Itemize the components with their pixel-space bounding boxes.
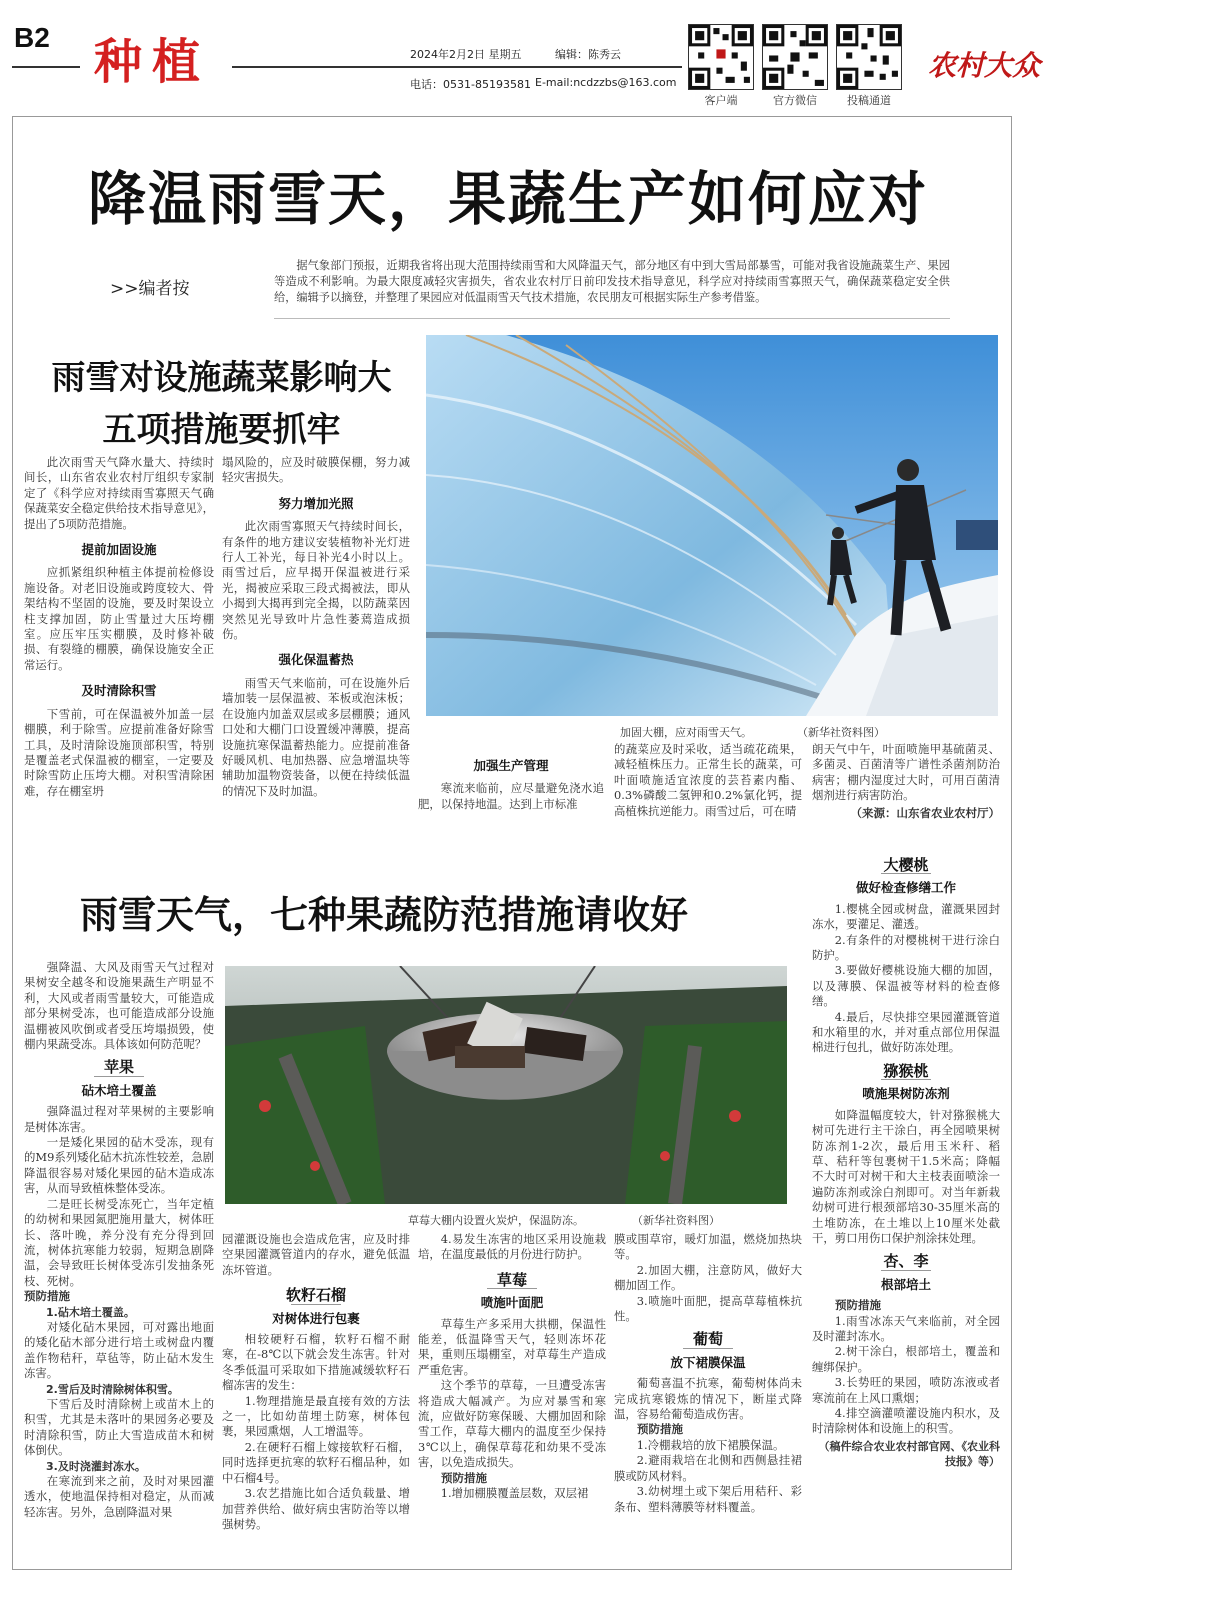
masthead-rule-left (12, 66, 80, 68)
subhead-kiwi: 喷施果树防冻剂 (862, 1086, 950, 1102)
grape-prevent-heading: 预防措施 (637, 1422, 683, 1437)
phone-line: 电话：0531-85193581 (410, 78, 531, 91)
article1-column-4: 的蔬菜应及时采收，适当疏花疏果，减轻植株压力。正常生长的蔬菜，可叶面喷施适宜浓度的芸苔素内酯、0.3%磷酸二氢钾和0.2%氯化钙，提高植株抗逆能力。雨雪过后，可在晴 (614, 742, 802, 818)
article1-photo-caption: 加固大棚，应对雨雪天气。 (620, 726, 752, 739)
qr-caption-wechat: 官方微信 (773, 94, 817, 107)
subhead-reinforce: 提前加固设施 (81, 542, 157, 558)
article2-photo-credit: （新华社资料图） (632, 1214, 720, 1227)
article2-column-1: 强降温、大风及雨雪天气过程对果树安全越冬和设施果蔬生产明显不利，大风或者雨雪量较大，可能造成部分果树受冻，也可能造成部分设施温棚被风吹倒或者受压垮塌损毁，使棚内果蔬受冻。具体该如何防范呢？ 苹果 砧木培土覆盖 强降温过程对苹果树的主要影响是树体冻害。 一是矮化果园的砧木受冻，现有的M9系列矮化砧木抗冻性较差，急剧降温很容易对矮化果园的砧木造成冻害，从而导致植株整体受冻。 二是旺长树受冻死亡，当年定植的幼树和果园氮肥施用量大，树体旺长、落叶晚，养分没有充分得到回流，树体抗寒能力较弱，短期急剧降温，会导致旺长树体受冻引发抽条死枝、死树。 预防措施 1.砧木培土覆盖。 对矮化砧木果园，可对露出地面的矮化砧木部分进行培土或树盘内覆盖作物秸秆，草毡等，防止砧木发生冻害。 2.雪后及时清除树体积雪。 下雪后及时清除树上或苗木上的积雪，尤其是未落叶的果园务必要及时清除积雪，防止大雪造成苗木和树体倒伏。 3.及时浇灌封冻水。 在寒流到来之前，及时对果园灌透水，使地温保持相对稳定，从而减轻冻害。另外，急剧降温对果 (24, 960, 214, 1519)
category-strawberry: 草莓 (496, 1270, 527, 1289)
subhead-insulation: 强化保温蓄热 (278, 652, 354, 668)
editor-note-rule (274, 318, 950, 319)
subhead-cherry: 做好检查修缮工作 (855, 880, 956, 896)
article1-column-5: 朗天气中午，叶面喷施甲基硫菌灵、多菌灵、百菌清等广谱性杀菌剂防治病害；棚内湿度过大时，可用百菌清烟剂进行病害防治。 （来源：山东省农业农村厅） (812, 742, 1000, 820)
apple-prevent-heading: 预防措施 (24, 1289, 70, 1304)
subhead-light: 努力增加光照 (278, 495, 354, 511)
brand-logo: 农村大众 (928, 49, 1041, 82)
qr-caption-client: 客户端 (704, 94, 738, 107)
subhead-pomegranate: 对树体进行包裹 (272, 1310, 360, 1326)
category-grape: 葡萄 (692, 1330, 723, 1349)
strawberry-stove-photo (225, 966, 787, 1204)
editor-line: 编辑：陈秀云 (555, 48, 621, 61)
qr-caption-submission: 投稿通道 (847, 94, 891, 107)
editor-note-text: 据气象部门预报，近期我省将出现大范围持续雨雪和大风降温天气，部分地区有中到大雪局部暴雪，可能对我省设施蔬菜生产、果园等造成不利影响。为最大限度减轻灾害损失，省农业农村厅日前印发技术指导意见，科学应对持续雨雪寡照天气，确保蔬菜稳定安全供给，编辑予以摘登，并整理了果园应对低温雨雪天气技术措施，农民朋友可根据实际生产参考借鉴。 (274, 259, 950, 304)
category-kiwi: 猕猴桃 (883, 1061, 929, 1080)
editor-note-label: >>编者按 (110, 279, 190, 299)
section-title: 种植 (94, 34, 211, 90)
article1-photo-credit: （新华社资料图） (797, 726, 885, 739)
article2-column-4: 膜或围草帘，暖灯加温，燃烧加热块等。 2.加固大棚，注意防风，做好大棚加固工作。 3.喷施叶面肥，提高草莓植株抗性。 葡萄 放下裙膜保温 葡萄喜温不抗寒，葡萄树体尚未完成抗寒锻炼的情况下，断崖式降温，容易给葡萄造成伤害。 预防措施 1.冷棚栽培的放下裙膜保温。 2.避雨栽培在北侧和西侧悬挂裙膜或防风材料。 3.幼树埋土或下架后用秸秆、彩条布、塑料薄膜等材料覆盖。 (614, 1232, 802, 1514)
article1-column-2: 塌风险的，应及时破膜保棚，努力减轻灾害损失。 努力增加光照 此次雨雪寡照天气持续时间长，有条件的地方建议安装植物补光灯进行人工补光，每日补光4小时以上。雨雪过后，应早揭开保温被进行采光，揭被应采取三段式揭被法，即从小揭到大揭再到完全揭，以防蔬菜因突然见光导致叶片急性萎蔫造成损伤。 强化保温蓄热 雨雪天气来临前，可在设施外后墙加装一层保温被、苯板或泡沫板；在设施内加盖双层或多层棚膜；通风口处和大棚门口设置缓冲薄膜，提高设施抗寒保温蓄热能力。应提前准备好暖风机、电加热器、应急增温块等辅助加温物资装备，以便在持续低温的情况下及时加温。 (222, 455, 410, 798)
article2-photo-caption: 草莓大棚内设置火炭炉，保温防冻。 (408, 1214, 584, 1227)
subhead-apricot: 根部培土 (880, 1276, 931, 1292)
page-code: B2 (14, 22, 50, 53)
apricot-prevent-heading: 预防措施 (835, 1298, 881, 1313)
article2-column-2: 园灌溉设施也会造成危害，应及时排空果园灌溉管道内的存水，避免低温冻坏管道。 软籽石榴 对树体进行包裹 相较硬籽石榴，软籽石榴不耐寒，在-8℃以下就会发生冻害。针对冬季低温可采取如下措施减缓软籽石榴冻害的发生： 1.物理措施是最直接有效的方法之一，比如幼苗埋土防寒，树体包裹，果园熏烟，人工增温等。 2.在硬籽石榴上嫁接软籽石榴，同时选择更抗寒的软籽石榴品种，如中石榴4号。 3.农艺措施比如合适负载量、增加营养供给、做好病虫害防治等以增强树势。 (222, 1232, 410, 1531)
category-cherry: 大樱桃 (883, 856, 929, 874)
qr-code-wechat[interactable] (762, 24, 828, 90)
category-apricot: 杏、李 (883, 1252, 929, 1271)
subhead-management: 加强生产管理 (473, 758, 549, 773)
article2-title: 雨雪天气，七种果蔬防范措施请收好 (80, 893, 689, 937)
article1-column-1: 此次雨雪天气降水量大、持续时间长，山东省农业农村厅组织专家制定了《科学应对持续雨雪寡照天气确保蔬菜安全稳定供给技术指导意见》，提出了5项防范措施。 提前加固设施 应抓紧组织种植主体提前检修设施设备。对老旧设施或跨度较大、骨架结构不坚固的设施，要及时架设立柱支撑加固，防止雪量过大压垮棚室。应压牢压实棚膜，及时修补破损、有裂缝的棚膜，确保设施安全正常运行。 及时清除积雪 下雪前，可在保温被外加盖一层棚膜，利于除雪。应提前准备好除雪工具，及时清除设施顶部积雪，特别是覆盖老式保温被的棚室，一定要及时除雪防止压垮大棚。对积雪清除困难，存在棚室坍 (24, 455, 214, 798)
masthead-rule-right (232, 66, 682, 68)
date-line: 2024年2月2日 星期五 (410, 48, 522, 61)
qr-code-submission[interactable] (836, 24, 902, 90)
article1-source: （来源：山东省农业农村厅） (850, 805, 1000, 820)
category-apple: 苹果 (103, 1058, 134, 1077)
article2-column-5: 大樱桃 做好检查修缮工作 1.樱桃全园或树盘，灌溉果园封冻水，要灌足、灌透。 2.有条件的对樱桃树干进行涂白防护。 3.要做好樱桃设施大棚的加固，以及薄膜、保温被等材料的检查修缮。 4.最后，尽快排空果园灌溉管道和水箱里的水，并对重点部位用保温棉进行包扎，做好防冻处理。 猕猴桃 喷施果树防冻剂 如降温幅度较大，针对猕猴桃大树可先进行主干涂白，再全园喷果树防冻剂1-2次，最后用玉米秆、稻草、秸秆等包裹树干1.5米高；降幅不大时可对树干和大主枝表面喷涂一遍防冻剂或涂白剂即可。对当年新栽幼树可进行根颈部培30-35厘米高的土堆防冻，在土堆以上10厘米处截干，剪口用伤口保护剂涂抹处理。 杏、李 根部培土 预防措施 1.雨雪冰冻天气来临前，对全园及时灌封冻水。 2.树干涂白，根部培土，覆盖和缠绑保护。 3.长势旺的果园，喷防冻液或者寒流前在上风口熏烟； 4.排空滴灌喷灌设施内积水，及时清除树体和设施上的积雪。 （稿件综合农业农村部官网、《农业科技报》等） (812, 856, 1000, 1469)
main-title: 降温雨雪天，果蔬生产如何应对 (88, 165, 929, 233)
subhead-apple: 砧木培土覆盖 (81, 1082, 157, 1098)
category-pomegranate: 软籽石榴 (285, 1286, 346, 1305)
subhead-clear-snow: 及时清除积雪 (81, 683, 157, 699)
article1-column-3: 加强生产管理 寒流来临前，应尽量避免浇水追肥，以保持地温。达到上市标准 (418, 758, 604, 811)
strawberry-prevent-heading: 预防措施 (441, 1470, 487, 1485)
article2-source: （稿件综合农业农村部官网、《农业科技报》等） (818, 1439, 1000, 1469)
subhead-grape: 放下裙膜保温 (670, 1354, 746, 1370)
qr-code-client[interactable] (688, 24, 754, 90)
subhead-strawberry: 喷施叶面肥 (480, 1295, 544, 1311)
article2-column-3: 4.易发生冻害的地区采用设施栽培，在温度最低的月份进行防护。 草莓 喷施叶面肥 草莓生产多采用大拱棚，保温性能差，低温降雪天气，轻则冻坏花果，重则压塌棚室，对草莓生产造成严重危害。 这个季节的草莓，一旦遭受冻害将造成大幅减产。为应对暴雪和寒流，应做好防寒保暖、大棚加固和除雪工作，草莓大棚内的温度至少保持3℃以上，确保草莓花和幼果不受冻害，以免造成损失。 预防措施 1.增加棚膜覆盖层数，双层裙 (418, 1232, 606, 1501)
email-line: E-mail:ncdzzbs@163.com (535, 76, 677, 89)
greenhouse-snow-photo (426, 335, 998, 716)
article1-title-line2: 五项措施要抓牢 (102, 410, 341, 450)
article1-title-line1: 雨雪对设施蔬菜影响大 (51, 358, 392, 398)
